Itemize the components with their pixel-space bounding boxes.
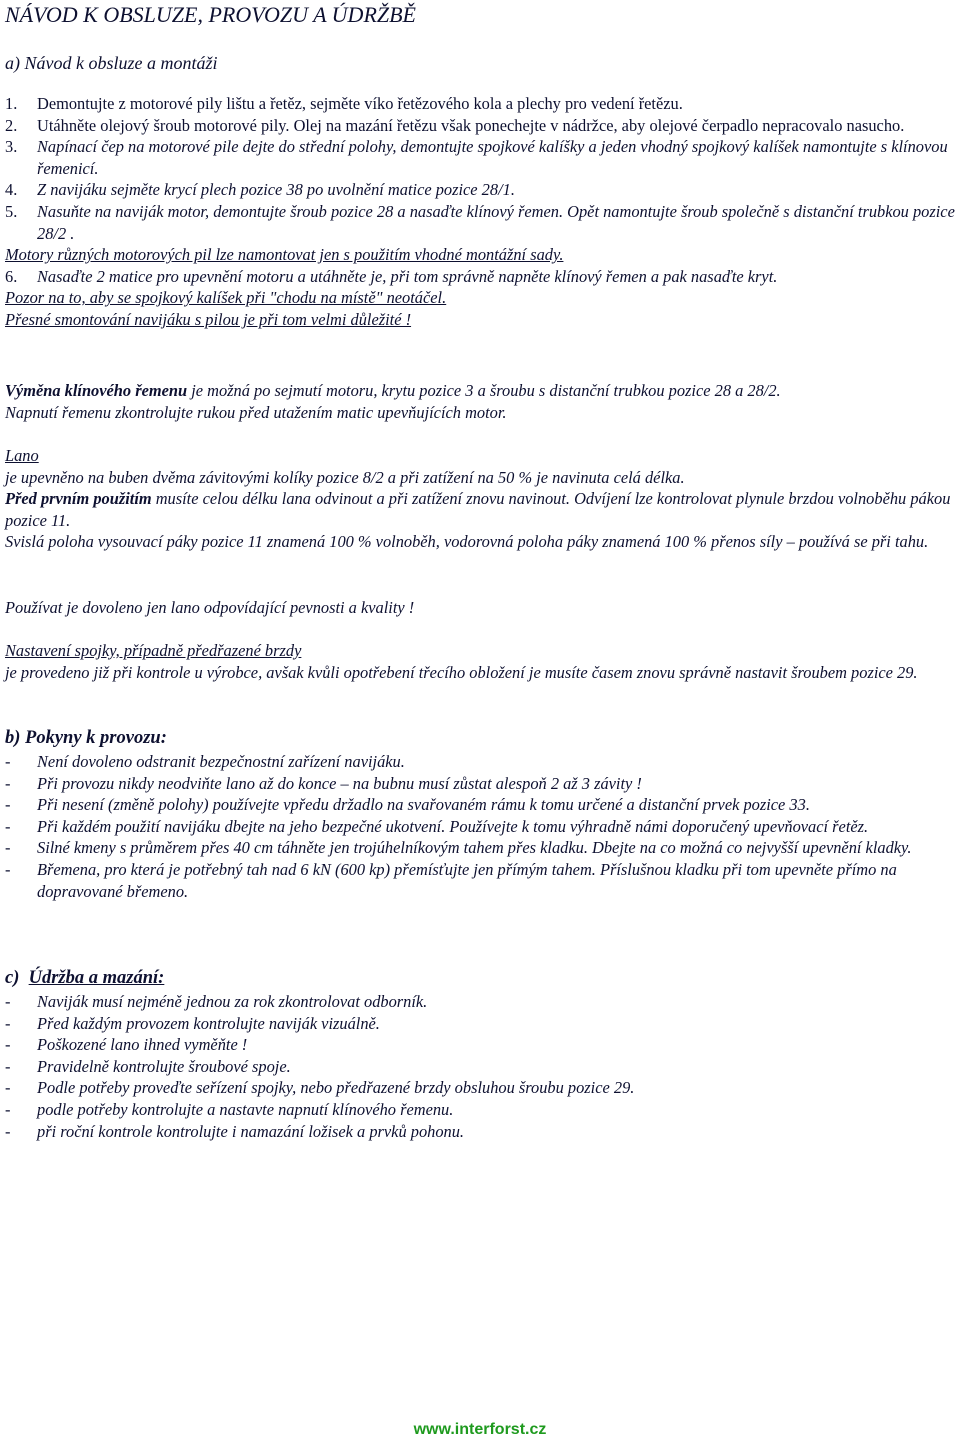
list-item [5,1056,958,1078]
list-item [5,1013,958,1035]
list-item [5,751,958,773]
rope-line-3: Svislá poloha vysouvací páky pozice 11 znamená 100 % volnoběh, vodorovná poloha páky znamená 100 % přenos síly – používá se při tahu. [5,532,929,552]
item-text: Poškozené lano ihned vyměňte ! [37,1035,248,1055]
list-item [5,266,958,288]
list-item [5,201,958,244]
item-text: Při provozu nikdy neodviňte lano až do konce – na bubnu musí zůstat alespoň 2 až 3 závity ! [37,773,642,793]
item-number: 2. [5,115,18,135]
bullet: - [5,838,11,858]
list-item [5,179,958,201]
belt-paragraph [5,380,958,402]
item-text: Není dovoleno odstranit bezpečnostní zařízení navijáku. [37,752,405,771]
bullet: - [5,816,11,836]
rope-heading: Lano [5,446,39,465]
rope-first-use: Před prvním použitím [5,489,152,509]
item-text: Pravidelně kontrolujte šroubové spoje. [37,1056,291,1076]
rope-quality-note [5,597,958,619]
document-title: NÁVOD K OBSLUZE, PROVOZU A ÚDRŽBĚ [5,2,416,27]
bullet: - [5,1035,11,1055]
list-item [5,991,958,1013]
clutch-text: je provedeno již při kontrole u výrobce, avšak kvůli opotřebení třecího obložení je musíte časem znovu správně nastavit šroubem pozice 29. [5,662,918,682]
bullet: - [5,795,11,815]
section-a-heading: a) Návod k obsluze a montáži [5,53,218,73]
list-item [5,816,958,838]
section-c-title: Údržba a mazání: [28,968,165,988]
item-number: 1. [5,94,18,113]
list-item [5,115,958,137]
item-text: Napínací čep na motorové pile dejte do střední polohy, demontujte spojkové kalíšky a jeden vhodný spojkový kalíšek namontujte s klínovou řemenicí. [37,137,948,178]
item-text: Demontujte z motorové pily lištu a řetěz, sejměte víko řetězového kola a plechy pro vedení řetězu. [37,94,683,113]
item-number: 3. [5,137,18,157]
rope-line-4: Používat je dovoleno jen lano odpovídající pevnosti a kvality ! [5,598,415,617]
list-item [5,136,958,179]
item-text: Nasuňte na naviják motor, demontujte šroub pozice 28 a nasaďte klínový řemen. Opět namontujte šroub společně s distanční trubkou pozice 28/2 . [37,201,955,243]
rope-paragraph-2 [5,488,958,531]
item-text: Před každým provozem kontrolujte naviják vizuálně. [37,1013,380,1033]
section-c-list [5,991,958,1142]
list-item [5,93,958,115]
section-b-list [5,751,958,902]
footer-website-link[interactable]: www.interforst.cz [413,1421,547,1438]
item-number: 5. [5,201,18,221]
item-text: Silné kmeny s průměrem přes 40 cm táhněte jen trojúhelníkovým tahem přes kladku. Dbejte na co možná co nejvyšší upevnění kladky. [37,838,912,858]
bullet: - [5,1121,11,1141]
rope-section [5,445,958,553]
belt-heading: Výměna klínového řemenu [5,381,188,400]
section-c [5,968,958,990]
list-item [5,773,958,795]
bullet: - [5,752,11,771]
list-item [5,837,958,859]
belt-section [5,380,958,423]
section-b-heading: b) Pokyny k provozu: [5,728,167,748]
item-number: 4. [5,180,18,200]
list-item [5,1121,958,1143]
item-text: Při nesení (změně polohy) používejte vpředu držadlo na svařovaném rámu k tomu určené a distanční prvek pozice 33. [37,795,810,815]
rope-text-2: musíte celou délku lana odvinout a při zatížení znovu navinout. Odvíjení lze kontrolovat plynule brzdou volnoběhu pákou pozice 11. [5,489,951,530]
item-text: Naviják musí nejméně jednou za rok zkontrolovat odborník. [37,992,428,1011]
list-item [5,1077,958,1099]
bullet: - [5,773,11,793]
item-text: Při každém použití navijáku dbejte na jeho bezpečné ukotvení. Používejte k tomu výhradně námi doporučený upevňovací řetěz. [37,816,869,836]
belt-line-2: Napnutí řemenu zkontrolujte rukou před utažením matic upevňujících motor. [5,402,507,422]
bullet: - [5,1013,11,1033]
clutch-heading: Nastavení spojky, případně předřazené brzdy [5,641,302,660]
item-text: Břemena, pro která je potřebný tah nad 6 kN (600 kp) přemísťujte jen přímým tahem. Příslušnou kladku při tom upevněte přímo na dopravované břemeno. [37,859,897,901]
note-motor-kit: Motory různých motorových pil lze namontovat jen s použitím vhodné montážní sady. [5,245,564,265]
item-text: podle potřeby kontrolujte a nastavte napnutí klínového řemenu. [37,1099,454,1119]
rope-line-1: je upevněno na buben dvěma závitovými kolíky pozice 8/2 a při zatížení na 50 % je navinuta celá délka. [5,467,685,487]
clutch-section [5,640,958,683]
note-assembly: Přesné smontování navijáku s pilou je při tom velmi důležité ! [5,309,412,329]
list-item [5,859,958,902]
note-clutch-cup: Pozor na to, aby se spojkový kalíšek při "chodu na místě" neotáčel. [5,288,447,308]
section-c-prefix: c) [5,968,29,988]
bullet: - [5,1078,11,1098]
section-a-list [5,93,958,331]
belt-text: je možná po sejmutí motoru, krytu pozice 3 a šroubu s distanční trubkou pozice 28 a 28/2. [187,381,781,400]
bullet: - [5,992,11,1011]
bullet: - [5,1056,11,1076]
section-b [5,728,958,750]
item-text: Podle potřeby proveďte seřízení spojky, nebo předřazené brzdy obsluhou šroubu pozice 29. [37,1078,635,1098]
bullet: - [5,859,11,879]
list-item [5,794,958,816]
item-text: Z navijáku sejměte krycí plech pozice 38 po uvolnění matice pozice 28/1. [37,180,515,200]
bullet: - [5,1099,11,1119]
section-c-heading [5,968,958,990]
list-item [5,1034,958,1056]
list-item [5,1099,958,1121]
item-text: Utáhněte olejový šroub motorové pily. Olej na mazání řetězu však ponechejte v nádržce, aby olejové čerpadlo nepracovalo nasucho. [37,115,905,135]
item-text: při roční kontrole kontrolujte i namazání ložisek a prvků pohonu. [37,1121,465,1141]
item-text: Nasaďte 2 matice pro upevnění motoru a utáhněte je, při tom správně napněte klínový řemen a pak nasaďte kryt. [37,266,778,286]
item-number: 6. [5,266,18,286]
